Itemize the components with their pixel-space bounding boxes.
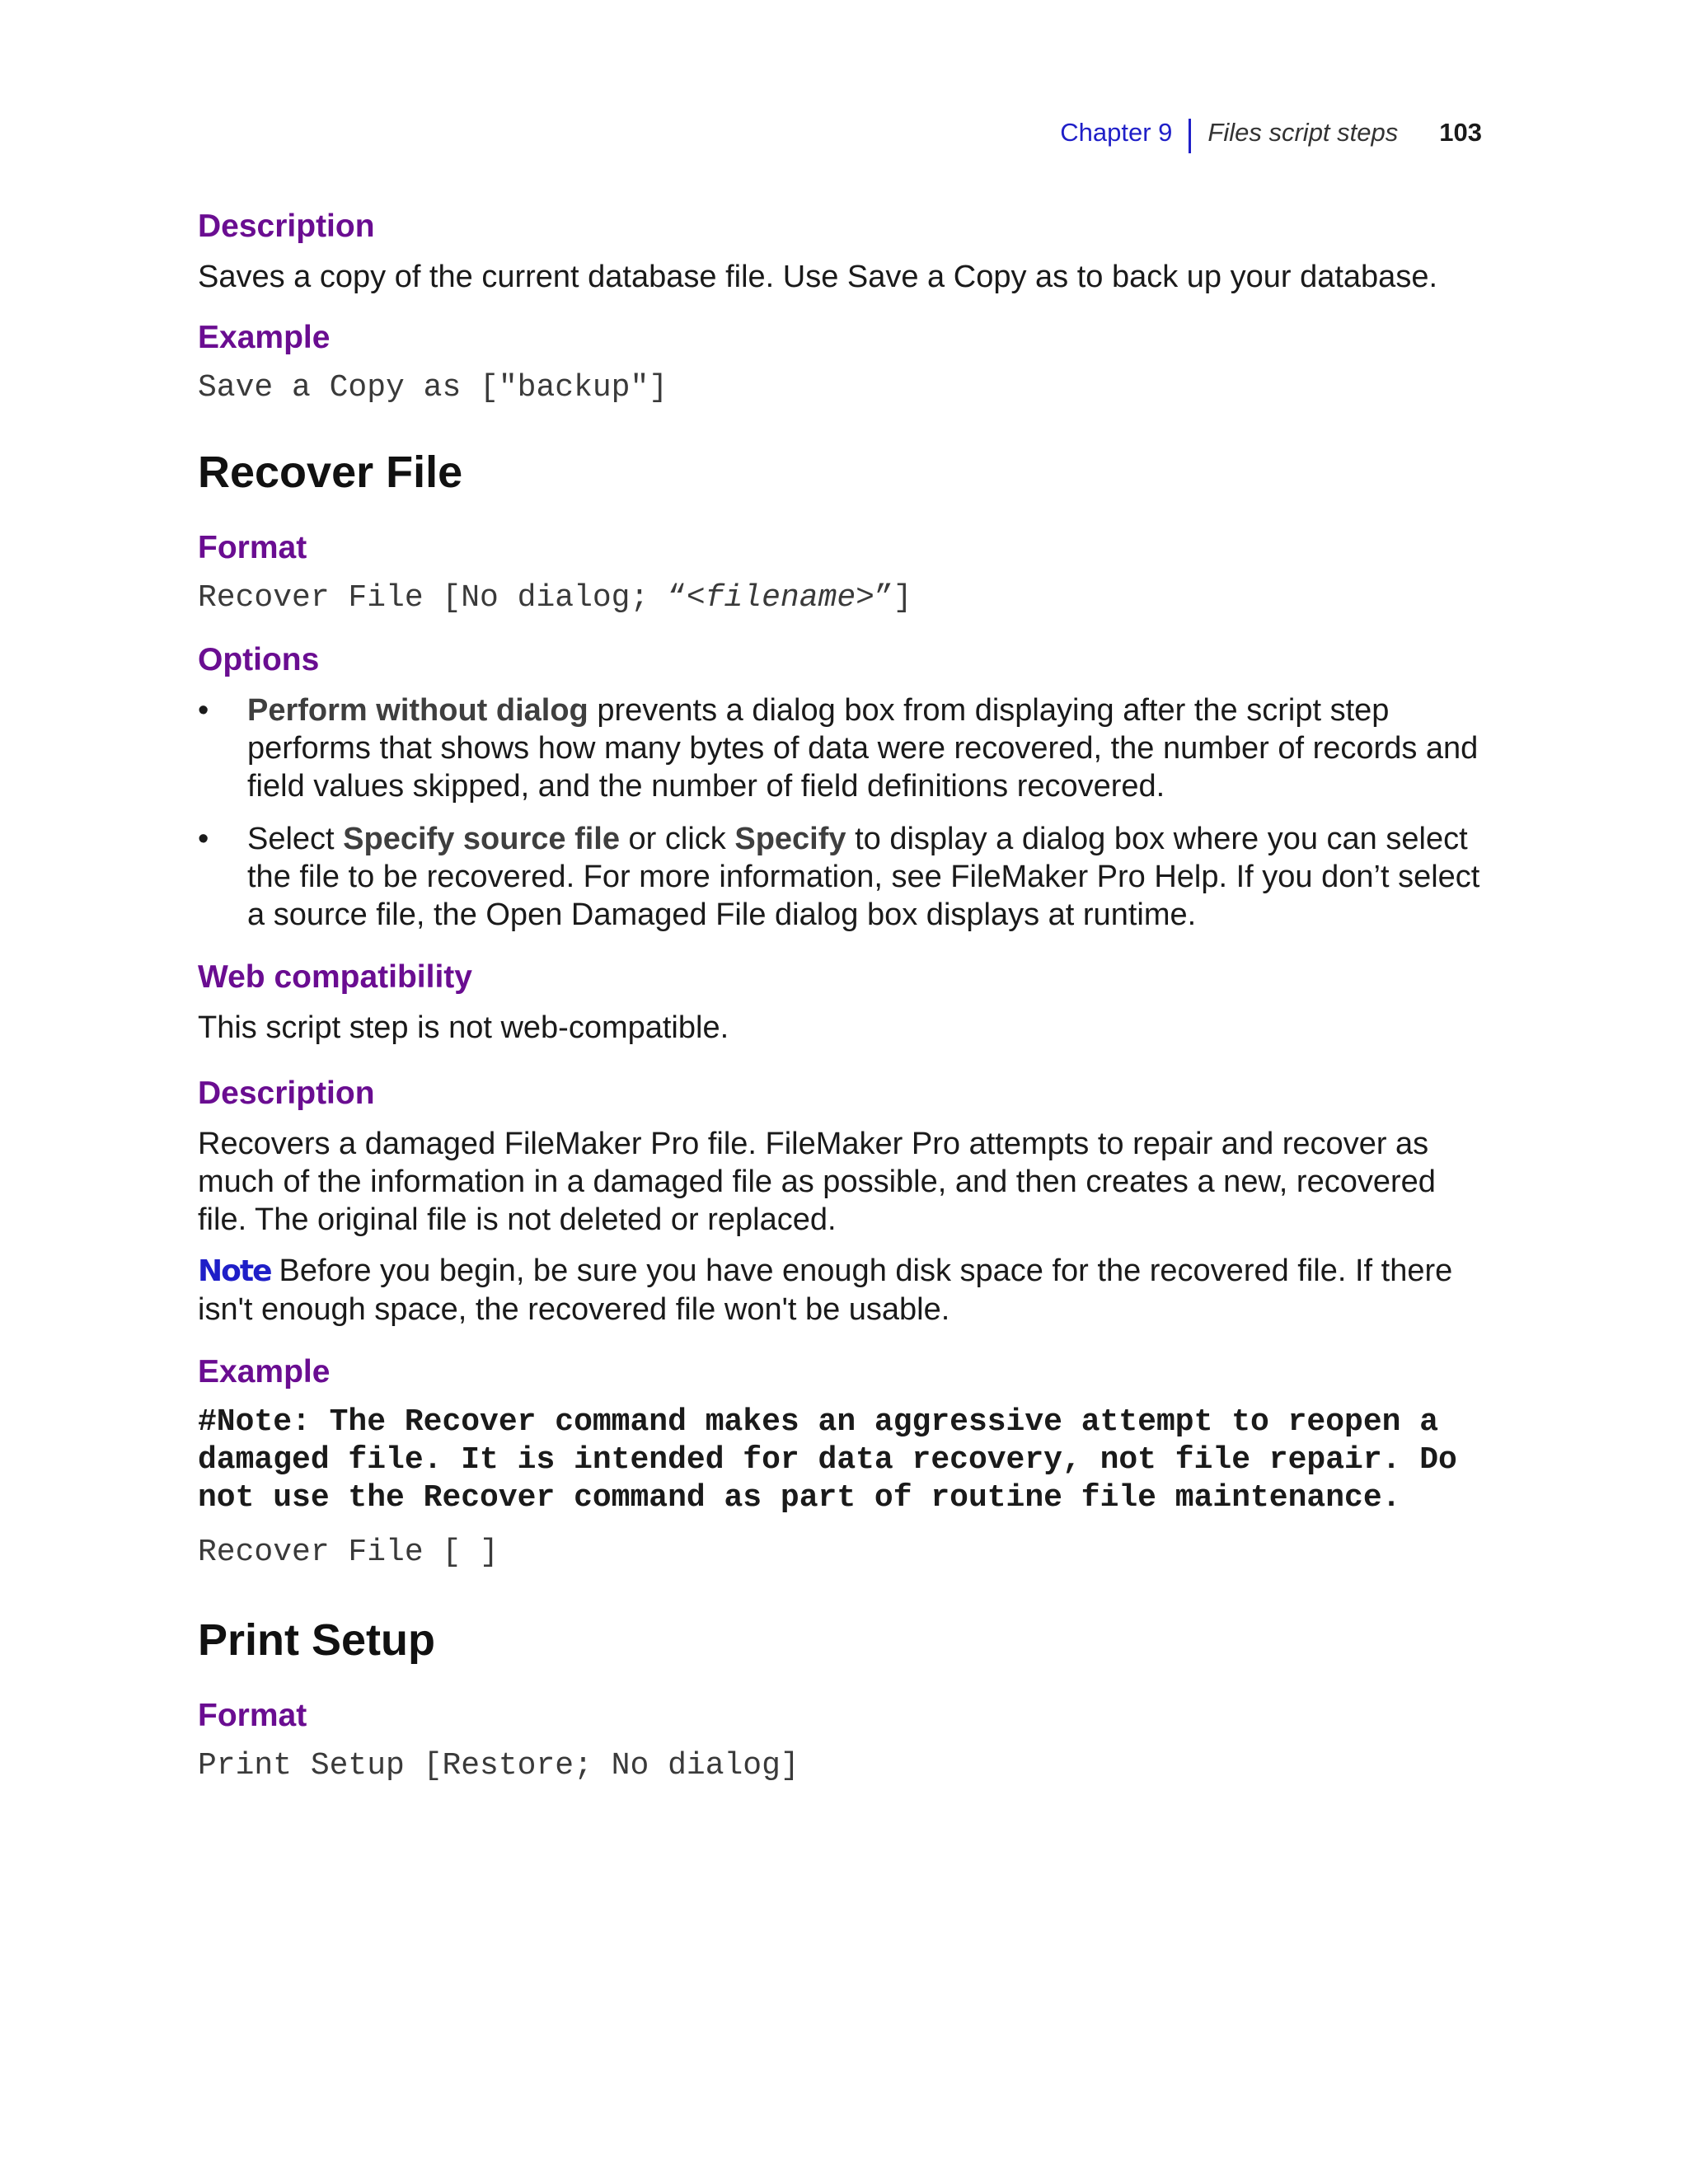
option-term: Perform without dialog (247, 693, 588, 729)
recover-file-web-text: This script step is not web-compatible. (198, 1010, 729, 1045)
option-perform-without-dialog (198, 691, 1492, 805)
save-copy-example-code: Save a Copy as ["backup"] (198, 369, 668, 405)
recover-file-example-code: Recover File [ ] (198, 1534, 499, 1570)
recover-file-example-comment: #Note: The Recover command makes an aggressive attempt to reopen a damaged file. It is intended for data recovery, not file repair. Do not use the Recover command as part of routine file maintenance. (198, 1404, 1457, 1516)
option-text: prevents a dialog box from displaying after the script step performs that shows how many bytes of data were recovered, the number of records and field values skipped, and the number of field definitions recovered. (247, 693, 1479, 804)
note-label: Note (198, 1254, 271, 1288)
recover-file-title: Recover File (198, 448, 463, 498)
option-prefix: Select (247, 822, 344, 857)
save-copy-description-text: Saves a copy of the current database file. Use Save a Copy as to back up your database. (198, 259, 1438, 294)
running-header (1060, 115, 1482, 150)
save-copy-description-heading: Description (198, 209, 375, 244)
save-copy-example-heading: Example (198, 319, 331, 355)
option-middle: or click (619, 822, 735, 857)
recover-file-example-heading: Example (198, 1353, 331, 1390)
recover-file-note (198, 1252, 1492, 1329)
section-label: Files script steps (1207, 118, 1399, 147)
note-text: Before you begin, be sure you have enough disk space for the recovered file. If there isn't enough space, the recovered file won't be usable. (198, 1253, 1453, 1327)
options-list (198, 691, 1492, 934)
format-code-prefix: Recover File [No dialog; “ (198, 579, 687, 616)
recover-file-web-heading: Web compatibility (198, 959, 472, 996)
option-specify-source-file (198, 820, 1492, 934)
print-setup-format-code: Print Setup [Restore; No dialog] (198, 1747, 799, 1783)
recover-file-options-heading: Options (198, 642, 320, 678)
format-code-filename: <filename> (686, 579, 874, 616)
option-term: Specify source file (343, 822, 620, 857)
print-setup-title: Print Setup (198, 1615, 436, 1666)
bullet: • (198, 822, 209, 857)
header-separator (1189, 119, 1191, 153)
main-content (198, 208, 1492, 1822)
print-setup-format-heading: Format (198, 1697, 307, 1733)
option-text: to display a dialog box where you can select the file to be recovered. For more information, see FileMaker Pro Help. If you don’t select a source file, the Open Damaged File dialog box displays at runtime. (247, 822, 1480, 933)
page-number: 103 (1439, 118, 1482, 147)
option-term-secondary: Specify (734, 822, 846, 857)
recover-file-description-text: Recovers a damaged FileMaker Pro file. FileMaker Pro attempts to repair and recover as much of the information in a damaged file as possible, and then creates a new, recovered file. The original file is not deleted or replaced. (198, 1126, 1436, 1237)
recover-file-description-heading: Description (198, 1075, 375, 1111)
bullet: • (198, 693, 209, 729)
recover-file-format-code (198, 579, 1492, 617)
format-code-suffix: ”] (874, 579, 912, 616)
chapter-label: Chapter 9 (1060, 118, 1173, 147)
recover-file-format-heading: Format (198, 529, 307, 565)
